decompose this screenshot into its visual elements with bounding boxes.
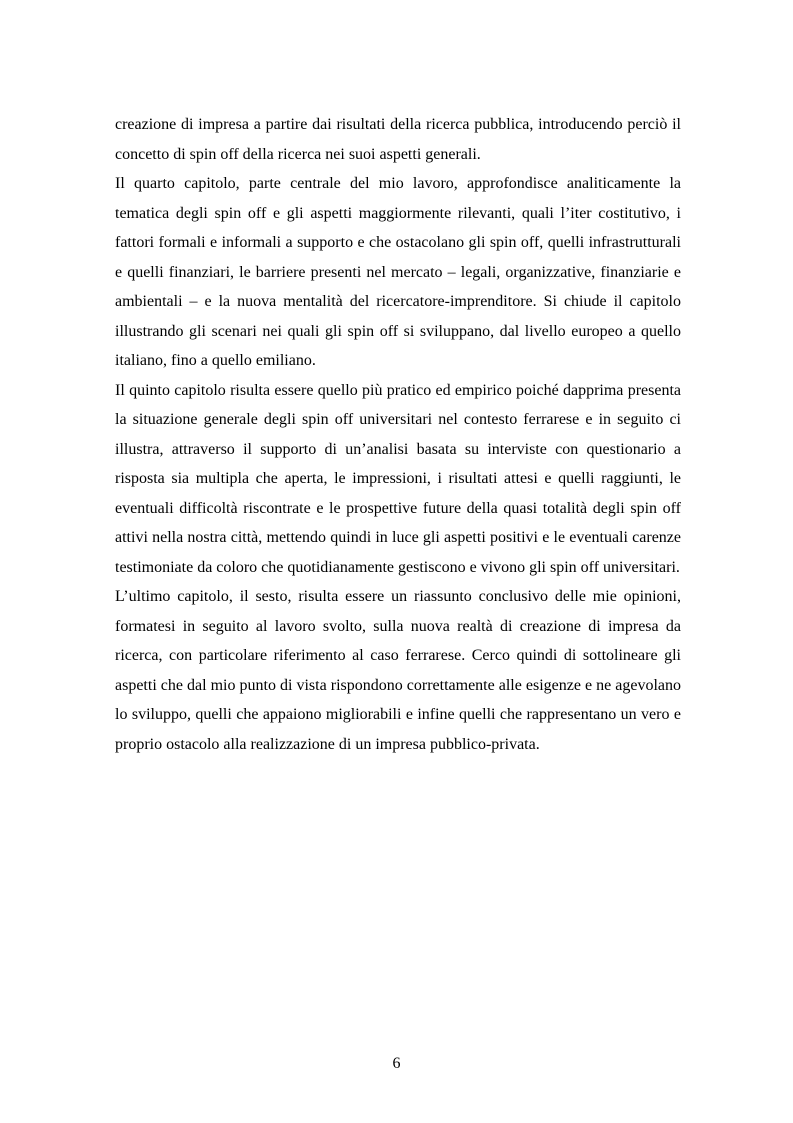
- paragraph-intro-continuation: creazione di impresa a partire dai risultati della ricerca pubblica, introducendo perciò il concetto di spin off della ricerca nei suoi aspetti generali.: [115, 116, 681, 163]
- paragraph-chapter-five: Il quinto capitolo risulta essere quello più pratico ed empirico poiché dapprima presenta la situazione generale degli spin off universitari nel contesto ferrarese e in seguito ci illustra, attraverso il supporto di un’analisi basata su interviste con questionario a risposta sia multipla che aperta, le impressioni, i risultati attesi e quelli raggiunti, le eventuali difficoltà riscontrate e le prospettive future della quasi totalità degli spin off attivi nella nostra città, mettendo quindi in luce gli aspetti positivi e le eventuali carenze testimoniate da coloro che quotidianamente gestiscono e vivono gli spin off universitari.: [115, 381, 681, 576]
- paragraph-chapter-six: L’ultimo capitolo, il sesto, risulta essere un riassunto conclusivo delle mie opinioni, formatesi in seguito al lavoro svolto, sulla nuova realtà di creazione di impresa da ricerca, con particolare riferimento al caso ferrarese. Cerco quindi di sottolineare gli aspetti che dal mio punto di vista rispondono correttamente alle esigenze e ne agevolano lo sviluppo, quelli che appaiono migliorabili e infine quelli che rappresentano un vero e proprio ostacolo alla realizzazione di un impresa pubblico-privata.: [115, 588, 681, 753]
- page-body: [115, 110, 681, 759]
- page-number: 6: [392, 1055, 401, 1072]
- paragraph-chapter-four: Il quarto capitolo, parte centrale del mio lavoro, approfondisce analiticamente la tematica degli spin off e gli aspetti maggiormente rilevanti, quali l’iter costitutivo, i fattori formali e informali a supporto e che ostacolano gli spin off, quelli infrastrutturali e quelli finanziari, le barriere presenti nel mercato – legali, organizzative, finanziarie e ambientali – e la nuova mentalità del ricercatore-imprenditore. Si chiude il capitolo illustrando gli scenari nei quali gli spin off si sviluppano, dal livello europeo a quello italiano, fino a quello emiliano.: [115, 175, 681, 369]
